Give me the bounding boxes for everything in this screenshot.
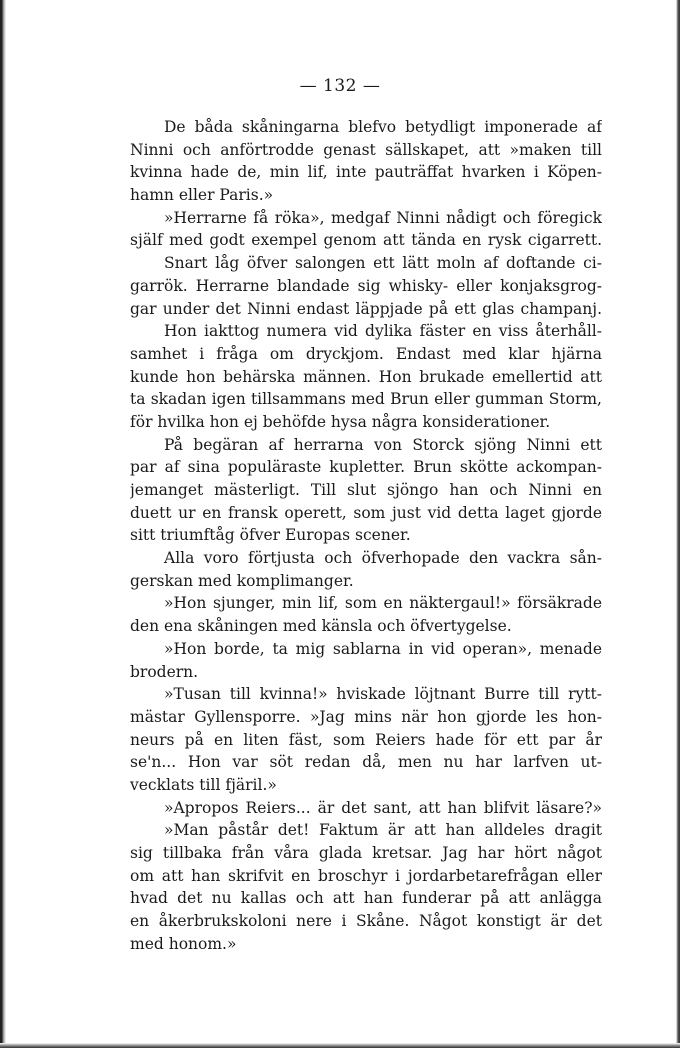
text-line: med honom.» (130, 934, 237, 953)
text-line: »Apropos Reiers... är det sant, att han blifvit läsare?» (164, 798, 602, 817)
text-line: På begäran af herrarna von Storck sjöng Ninni ett (164, 435, 602, 454)
text-line: sig tillbaka från våra glada kretsar. Jag har hört något (130, 844, 602, 862)
text-line: »Herrarne få röka», medgaf Ninni nådigt och föregick (164, 208, 602, 227)
text-line: »Man påstår det! Faktum är att han alldeles dragit (164, 821, 602, 840)
scan-edge-bottom (0, 1043, 680, 1048)
scan-edge-right (676, 0, 680, 1048)
text-line: samhet i fråga om dryckjom. Endast med klar hjärna (130, 344, 602, 363)
text-line: mästar Gyllensporre. »Jag mins när hon gjorde les hon- (130, 707, 602, 726)
text-line: »Tusan till kvinna!» hviskade löjtnant Burre till rytt- (164, 685, 602, 704)
text-line: Hon iakttog numera vid dylika fäster en viss återhåll- (164, 322, 602, 341)
text-line: vecklats till fjäril.» (130, 775, 277, 794)
text-line: par af sina populäraste kupletter. Brun skötte ackompan- (130, 458, 602, 477)
body-text (130, 116, 602, 955)
text-line: Ninni och anförtrodde genast sällskapet, att »maken till (130, 140, 602, 159)
text-line: själf med godt exempel genom att tända en rysk cigarrett. (130, 231, 602, 250)
text-line: ta skadan igen tillsammans med Brun eller gumman Storm, (130, 390, 602, 409)
text-line: se'n... Hon var söt redan då, men nu har larfven ut- (130, 753, 602, 772)
text-line: »Hon borde, ta mig sablarna in vid operan», menade (164, 639, 602, 658)
text-line: gar under det Ninni endast läppjade på ett glas champanj. (130, 299, 602, 318)
text-line: De båda skåningarna blefvo betydligt imponerade af (164, 118, 602, 136)
text-line: jemanget mästerligt. Till slut sjöngo han och Ninni en (130, 481, 602, 499)
text-line: sitt triumftåg öfver Europas scener. (130, 526, 411, 545)
text-line: en åkerbrukskoloni nere i Skåne. Något konstigt är det (130, 912, 602, 931)
text-line: neurs på en liten fäst, som Reiers hade för ett par år (130, 730, 602, 749)
text-line: hvad det nu kallas och att han funderar på att anlägga (130, 889, 602, 908)
text-line: »Hon sjunger, min lif, som en näktergaul!» försäkrade (164, 594, 602, 613)
text-line: kvinna hade de, min lif, inte pauträffat hvarken i Köpen- (130, 163, 602, 182)
text-line: för hvilka hon ej behöfde hysa några konsiderationer. (130, 412, 551, 431)
text-line: Alla voro förtjusta och öfverhopade den vackra sån- (164, 549, 602, 568)
text-line: om att han skrifvit en broschyr i jordarbetarefrågan eller (130, 866, 602, 885)
text-line: gerskan med komplimanger. (130, 571, 354, 590)
text-line: hamn eller Paris.» (130, 186, 274, 205)
text-line: den ena skåningen med känsla och öfvertygelse. (130, 617, 512, 636)
text-line: garrök. Herrarne blandade sig whisky- eller konjaksgrog- (130, 276, 602, 295)
text-line: duett ur en fransk operett, som just vid detta laget gjorde (130, 503, 602, 522)
scan-edge-left (0, 0, 6, 1048)
page-number: — 132 — (299, 76, 381, 96)
text-line: brodern. (130, 662, 199, 681)
text-line: kunde hon behärska männen. Hon brukade emellertid att (130, 367, 602, 386)
text-line: Snart låg öfver salongen ett lätt moln af doftande ci- (164, 254, 602, 273)
